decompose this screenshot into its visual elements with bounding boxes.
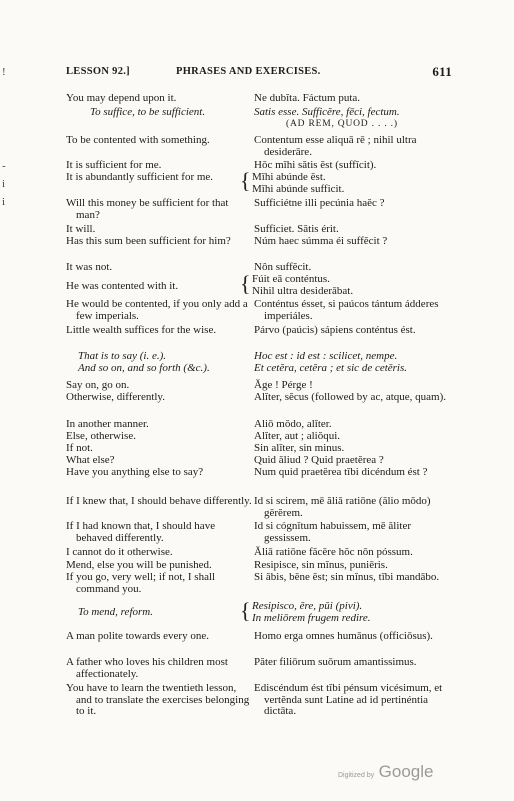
watermark-prefix: Digitized by bbox=[338, 772, 375, 779]
english-phrase: Else, otherwise. bbox=[66, 430, 136, 442]
english-phrase: And so on, and so forth (&c.). bbox=[78, 362, 210, 374]
latin-phrase: Mĭhi abúnde sufficit. bbox=[252, 183, 345, 195]
latin-phrase: Aliō mŏdo, alĭter. bbox=[254, 418, 332, 430]
english-phrase: To suffice, to be sufficient. bbox=[90, 106, 206, 118]
english-phrase: Has this sum been sufficient for him? bbox=[66, 235, 231, 247]
margin-mark: i bbox=[2, 196, 6, 208]
latin-phrase: Resipisco, ĕre, pŭi (pivi). bbox=[252, 600, 363, 612]
latin-phrase: Sufficiétne illi pecúnia haĕc ? bbox=[254, 197, 385, 209]
english-phrase: You have to learn the twentieth lesson, and to translate the exercises belonging to it. bbox=[66, 682, 250, 717]
english-phrase: It is abundantly sufficient for me. bbox=[66, 171, 214, 183]
english-phrase: If I had known that, I should have behaved differently. bbox=[66, 520, 216, 544]
latin-phrase: Contentum esse aliquā rē ; nihil ultra desiderāre. bbox=[254, 134, 417, 158]
latin-phrase: Nihil ultra desiderābat. bbox=[252, 285, 354, 297]
latin-phrase: Quid ăliud ? Quid praetĕrea ? bbox=[254, 454, 384, 466]
english-phrase: It was not. bbox=[66, 261, 113, 273]
english-phrase: Will this money be sufficient for that man? bbox=[66, 197, 229, 221]
brace: { bbox=[240, 598, 251, 623]
latin-phrase: Párvo (paúcis) sápiens conténtus ést. bbox=[254, 324, 416, 336]
latin-phrase: Hoc est : id est : scilicet, nempe. bbox=[254, 350, 398, 362]
latin-phrase: Hŏc mĭhi sătis ĕst (suffĭcit). bbox=[254, 159, 377, 171]
margin-mark: i bbox=[2, 178, 6, 190]
english-phrase: Little wealth suffices for the wise. bbox=[66, 324, 217, 336]
latin-phrase: Conténtus ésset, si paúcos tántum ádderes imperiáles. bbox=[254, 298, 439, 322]
latin-note: (AD REM, QUOD . . . .) bbox=[286, 119, 398, 129]
latin-phrase: Núm haec súmma éi suffĕcit ? bbox=[254, 235, 388, 247]
english-phrase: It is sufficient for me. bbox=[66, 159, 162, 171]
latin-phrase: Mĭhi abúnde ĕst. bbox=[252, 171, 326, 183]
latin-phrase: Ediscéndum ést tĭbi pénsum vicésimum, et vertĕnda sunt Latine ad id pertinéntia dictāta. bbox=[254, 682, 443, 717]
brace: { bbox=[240, 271, 251, 296]
page-number: 611 bbox=[432, 64, 452, 79]
english-phrase: It will. bbox=[66, 223, 96, 235]
page-title: PHRASES AND EXERCISES. bbox=[176, 66, 321, 77]
latin-phrase: Alĭter, sĕcus (followed by ac, atque, quam). bbox=[254, 391, 446, 403]
margin-mark: ! bbox=[2, 66, 6, 78]
english-phrase: A man polite towards every one. bbox=[66, 630, 209, 642]
latin-phrase: Sufficiet. Sătis érit. bbox=[254, 223, 339, 235]
latin-phrase: Satis esse. Sufficĕre, fēci, fectum. bbox=[254, 106, 400, 118]
latin-phrase: Ne dubĭta. Fáctum puta. bbox=[254, 92, 361, 104]
latin-phrase: Sin alĭter, sin minus. bbox=[254, 442, 345, 454]
brace: { bbox=[240, 168, 251, 193]
english-phrase: You may depend upon it. bbox=[66, 92, 177, 104]
latin-phrase: In meliōrem frugem redire. bbox=[252, 612, 371, 624]
latin-phrase: Si ăbis, bĕne ĕst; sin mĭnus, tĭbi mandābo. bbox=[254, 571, 440, 583]
english-phrase: Say on, go on. bbox=[66, 379, 130, 391]
english-phrase: In another manner. bbox=[66, 418, 149, 430]
english-phrase: He would be contented, if you only add a few imperials. bbox=[66, 298, 248, 322]
english-phrase: Have you anything else to say? bbox=[66, 466, 204, 478]
english-phrase: If you go, very well; if not, I shall command you. bbox=[66, 571, 216, 595]
latin-phrase: Alĭter, aut ; aliŏqui. bbox=[254, 430, 341, 442]
english-phrase: He was contented with it. bbox=[66, 280, 179, 292]
english-phrase: Mend, else you will be punished. bbox=[66, 559, 212, 571]
english-phrase: A father who loves his children most affectionately. bbox=[66, 656, 228, 680]
latin-phrase: Id si scirem, mē ăliā ratiōne (ălio mŏdo) gĕrĕrem. bbox=[254, 495, 431, 519]
latin-phrase: Et cetĕra, cetĕra ; et sic de cetĕris. bbox=[254, 362, 408, 374]
latin-phrase: Păter filiōrum suōrum amantissimus. bbox=[254, 656, 417, 668]
latin-phrase: Homo erga omnes humānus (officiōsus). bbox=[254, 630, 433, 642]
digitization-watermark bbox=[338, 762, 433, 782]
english-phrase: To mend, reform. bbox=[78, 606, 153, 618]
english-phrase: I cannot do it otherwise. bbox=[66, 546, 173, 558]
english-phrase: What else? bbox=[66, 454, 115, 466]
margin-mark: - bbox=[2, 160, 6, 172]
latin-phrase: Ăge ! Pérge ! bbox=[254, 379, 313, 391]
lesson-label: LESSON 92.] bbox=[66, 66, 130, 77]
english-phrase: To be contented with something. bbox=[66, 134, 210, 146]
latin-phrase: Num quid praetĕrea tĭbi dicéndum ést ? bbox=[254, 466, 428, 478]
latin-phrase: Id si cógnĭtum habuissem, mē ăliter gessissem. bbox=[254, 520, 412, 544]
latin-phrase: Fúit eā conténtus. bbox=[252, 273, 330, 285]
english-phrase: That is to say (i. e.). bbox=[78, 350, 166, 362]
latin-phrase: Nôn suffĕcit. bbox=[254, 261, 312, 273]
english-phrase: Otherwise, differently. bbox=[66, 391, 165, 403]
latin-phrase: Resipisce, sin mĭnus, puniēris. bbox=[254, 559, 388, 571]
latin-phrase: Ăliā ratiōne făcĕre hŏc nōn póssum. bbox=[254, 546, 413, 558]
english-phrase: If not. bbox=[66, 442, 93, 454]
watermark-brand: Google bbox=[378, 762, 434, 781]
english-phrase: If I knew that, I should behave differently. bbox=[66, 495, 252, 507]
